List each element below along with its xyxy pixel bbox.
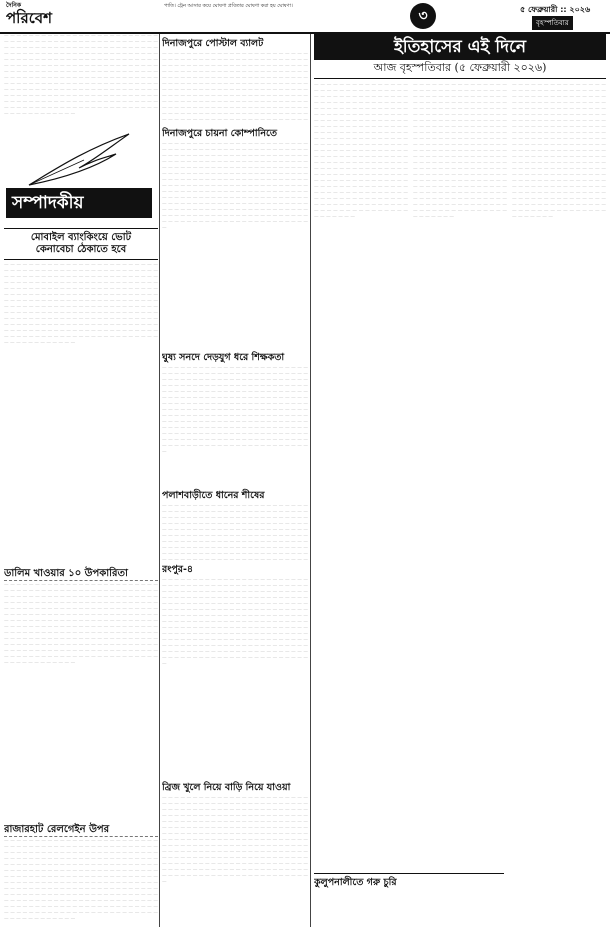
- editorial-box: [4, 128, 158, 224]
- postal-ballot-body: [162, 52, 308, 124]
- subhead-pomegranate: ডালিম খাওয়ার ১০ উপকারিতা: [4, 567, 158, 581]
- article-head-cattle-theft: কুলুপনালীতে গরু চুরি: [314, 873, 504, 891]
- paper-name-small: দৈনিক: [6, 2, 22, 9]
- railgate-body: [4, 839, 158, 929]
- bridge-body: [162, 796, 308, 916]
- history-list-col2: [413, 83, 507, 903]
- history-list-col1: [314, 83, 408, 903]
- history-columns: [314, 83, 606, 903]
- article-head-china-company: দিনাজপুরে চায়না কোম্পানিতে: [162, 128, 277, 139]
- issue-day: বৃহস্পতিবার: [532, 16, 573, 30]
- issue-date: ৫ ফেব্রুয়ারী :: ২০২৬: [520, 5, 591, 14]
- article-head-teacher: ঘুষ্য সনদে দেড়যুগ ধরে শিক্ষকতা: [162, 352, 285, 363]
- editorial-headline-line2: কেনাবেচা ঠেকাতে হবে: [35, 244, 127, 255]
- paper-logo: [6, 2, 68, 30]
- column-rule: [310, 34, 311, 927]
- editorial-headline: [4, 228, 158, 260]
- page-number: ৩: [410, 3, 436, 29]
- article-head-rangpur: রংপুর-৪: [162, 564, 194, 575]
- article-head-postal-ballot: দিনাজপুরে পোস্টাল ব্যালট: [162, 38, 264, 49]
- top-left-text: [4, 34, 158, 128]
- history-list-col3: [512, 83, 606, 903]
- editorial-body: [4, 263, 158, 563]
- article-head-bridge: ব্রিজ খুলে নিয়ে বাড়ি নিয়ে যাওয়া: [162, 782, 291, 793]
- rangpur-body: [162, 578, 308, 778]
- left-column: [4, 34, 158, 929]
- subhead-railgate: রাজারহাট রেলগেইন উপর: [4, 823, 158, 837]
- header-strip-text: পাতি। ট্রেন আসার কয়ে ঘোষণা প্রবিতার ঘোষণা করা হয় ঘোষণা।: [164, 3, 293, 9]
- editorial-headline-line1: মোবাইল ব্যাংকিংয়ে ভোট: [30, 232, 132, 243]
- editorial-title: সম্পাদকীয়: [6, 188, 152, 218]
- history-section: [314, 34, 606, 929]
- masthead: [0, 0, 610, 34]
- teacher-body: [162, 366, 308, 486]
- quill-pen-icon: [24, 130, 134, 190]
- pomegranate-body: [4, 583, 158, 819]
- column-rule: [159, 34, 160, 927]
- paper-name: পরিবেশ: [6, 9, 52, 27]
- history-banner: ইতিহাসের এই দিনে: [314, 34, 606, 60]
- middle-column: [162, 34, 308, 929]
- china-company-body: [162, 142, 308, 348]
- palashbari-body: [162, 504, 308, 560]
- history-subtitle: আজ বৃহস্পতিবার (৫ ফেব্রুয়ারী ২০২৬): [314, 60, 606, 79]
- page-info: [410, 2, 606, 29]
- article-head-palashbari: পলাশবাড়ীতে ধানের শীষের: [162, 490, 265, 501]
